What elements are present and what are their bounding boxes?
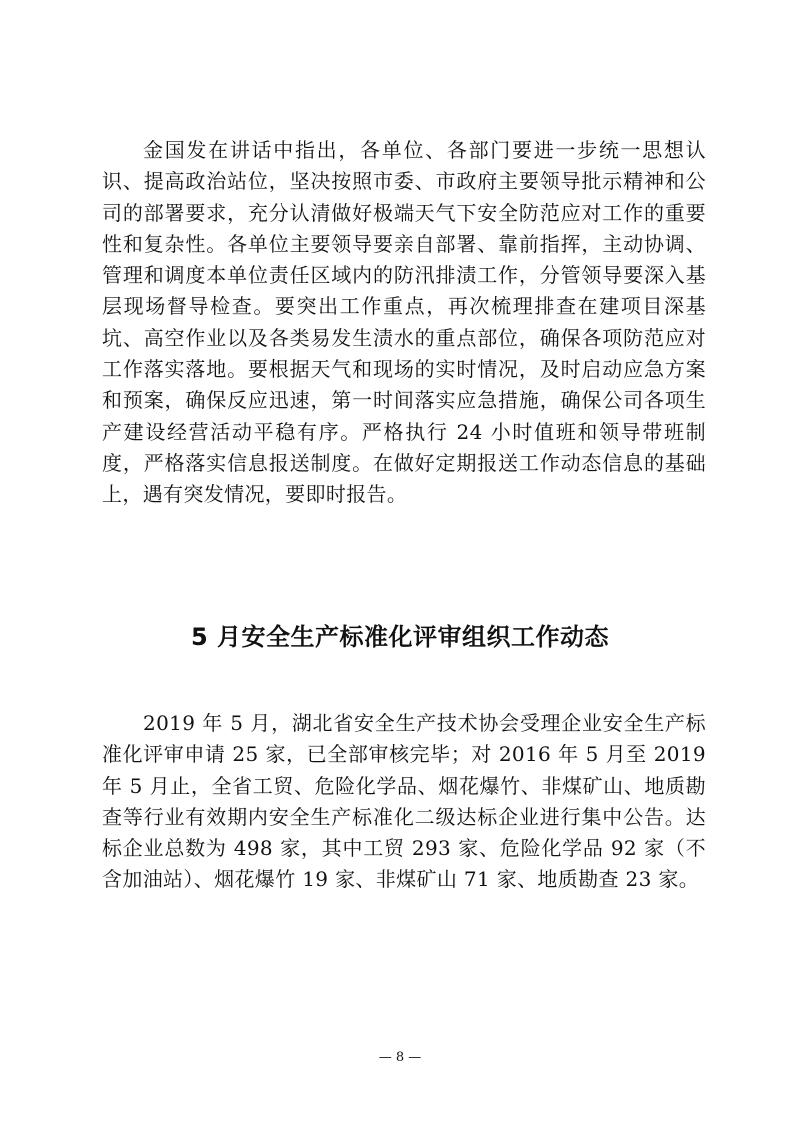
page-number: — 8 — (378, 1050, 422, 1065)
section-heading: 5 月安全生产标准化评审组织工作动态 (190, 623, 610, 651)
section-paragraph: 2019 年 5 月，湖北省安全生产技术协会受理企业安全生产标准化评审申请 25 家，已全部审核完毕；对 2016 年 5 月至 2019 年 5 月止，全省工贸、危险化学品、烟花爆竹、非煤矿山、地质勘查等行业有效期内安全生产标准化二级达标企业进行集中公告。达标企业总数为 498 家，其中工贸 293 家、危险化学品 92 家（不含加油站）、烟花爆竹 19 家、非煤矿山 71 家、地质勘查 23 家。 (102, 711, 706, 892)
body-paragraph: 金国发在讲话中指出，各单位、各部门要进一步统一思想认识、提高政治站位，坚决按照市委、市政府主要领导批示精神和公司的部署要求，充分认清做好极端天气下安全防范应对工作的重要性和复杂性。各单位主要领导要亲自部署、靠前指挥，主动协调、管理和调度本单位责任区域内的防汛排渍工作，分管领导要深入基层现场督导检查。要突出工作重点，再次梳理排查在建项目深基坑、高空作业以及各类易发生渍水的重点部位，确保各项防范应对工作落实落地。要根据天气和现场的实时情况，及时启动应急方案和预案，确保反应迅速，第一时间落实应急措施，确保公司各项生产建设经营活动平稳有序。严格执行 24 小时值班和领导带班制度，严格落实信息报送制度。在做好定期报送工作动态信息的基础上，遇有突发情况，要即时报告。 (102, 138, 706, 507)
